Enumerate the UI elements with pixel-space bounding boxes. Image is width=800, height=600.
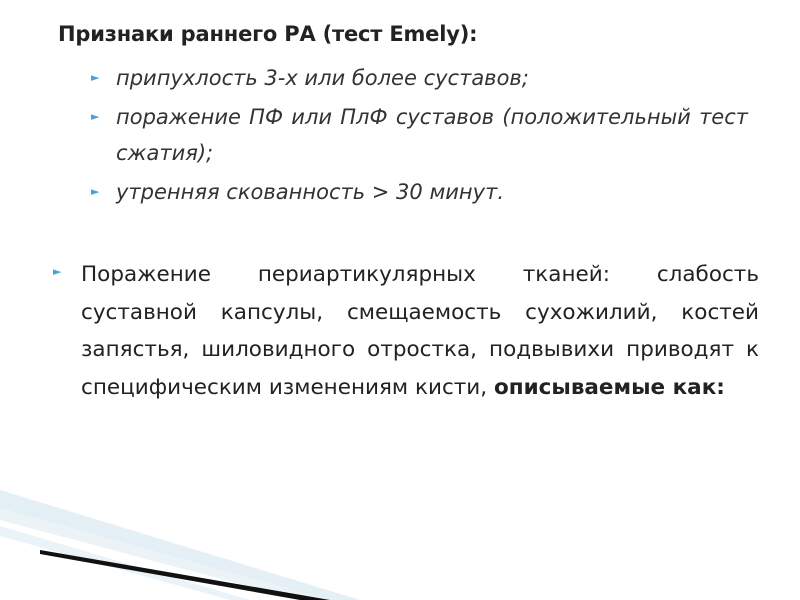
- slide-heading: Признаки раннего РА (тест Emely):: [58, 22, 478, 46]
- triangle-right-icon: ►: [91, 71, 100, 84]
- criteria-item-text: поражение ПФ или ПлФ суставов (положительный тест сжатия);: [116, 105, 748, 165]
- criteria-item: [88, 60, 748, 96]
- main-paragraph-bold: описываемые как:: [493, 374, 725, 400]
- triangle-right-icon: ►: [91, 110, 100, 123]
- main-paragraph-body: Поражение периартикулярных тканей: слабость суставной капсулы, смещаемость сухожилий, костей запястья, шиловидного отростка, подвывихи приводят к специфическим изменениям кисти,: [81, 262, 759, 400]
- decorative-stripes: [0, 490, 800, 600]
- triangle-right-icon: ►: [53, 265, 62, 278]
- main-paragraph-text: [81, 256, 759, 406]
- criteria-item: [88, 174, 748, 210]
- criteria-item-text: утренняя скованность > 30 минут.: [116, 180, 504, 204]
- triangle-right-icon: ►: [91, 185, 100, 198]
- criteria-list: [88, 60, 748, 213]
- main-paragraph: [53, 256, 759, 406]
- criteria-item: [88, 99, 748, 171]
- criteria-item-text: припухлость 3-х или более суставов;: [116, 66, 529, 90]
